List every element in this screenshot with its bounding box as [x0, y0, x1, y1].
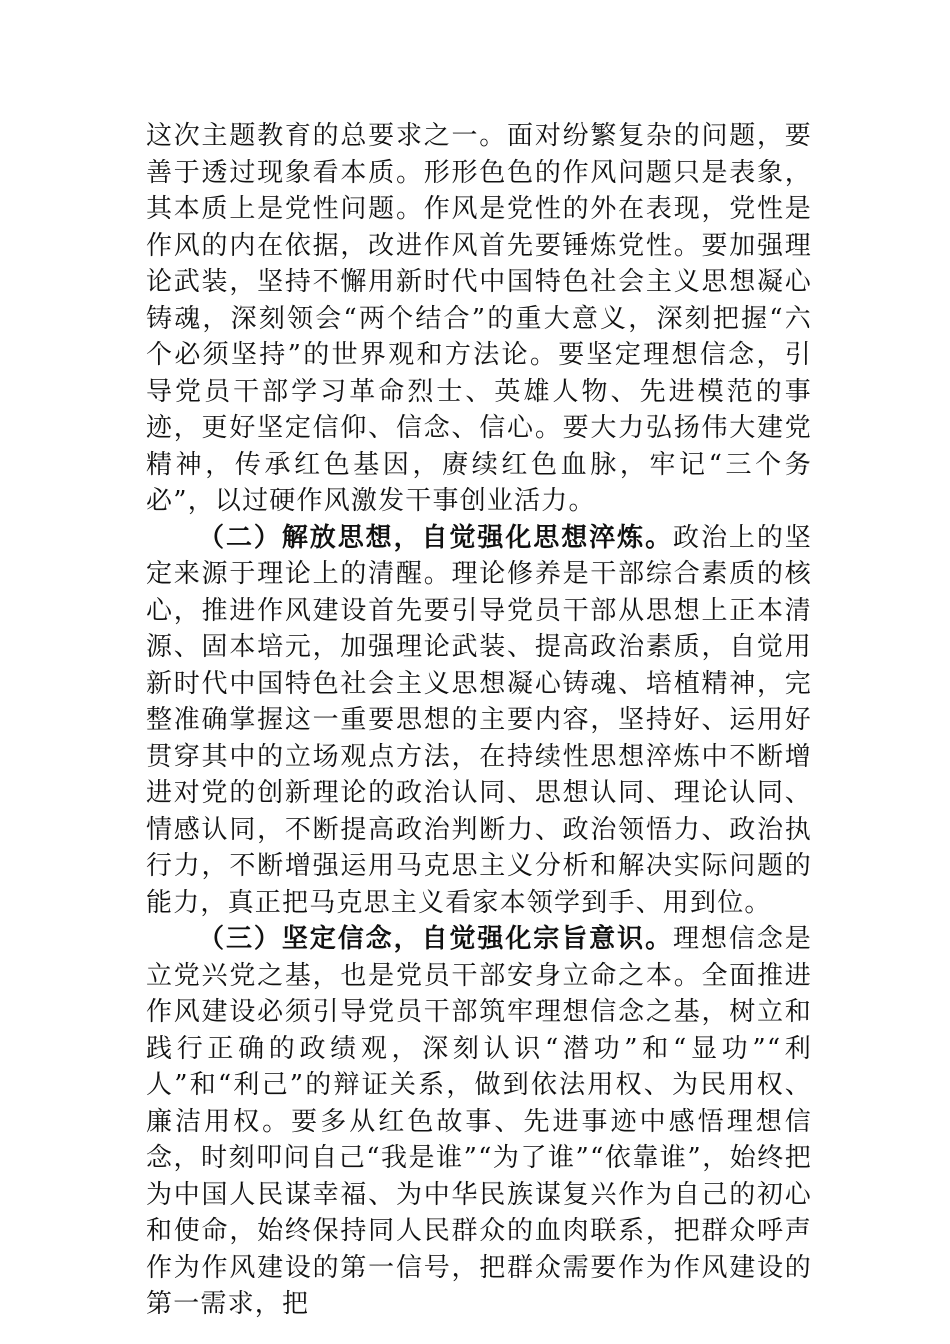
section-heading-2: （二）解放思想，自觉强化思想淬炼。 — [198, 522, 674, 553]
paragraph-continuation — [146, 118, 812, 520]
document-page — [146, 118, 812, 1323]
paragraph-text: 政治上的坚定来源于理论上的清醒。理论修养是干部综合素质的核心，推进作风建设首先要引导党员干部从思想上正本清源、固本培元，加强理论武装、提高政治素质，自觉用新时代中国特色社会主义思想凝心铸魂、培植精神，完整准确掌握这一重要思想的主要内容，坚持好、运用好贯穿其中的立场观点方法，在持续性思想淬炼中不断增进对党的创新理论的政治认同、思想认同、理论认同、情感认同，不断提高政治判断力、政治领悟力、政治执行力，不断增强运用马克思主义分析和解决实际问题的能力，真正把马克思主义看家本领学到手、用到位。 — [146, 522, 812, 918]
paragraph-text: 理想信念是立党兴党之基，也是党员干部安身立命之本。全面推进作风建设必须引导党员干部筑牢理想信念之基，树立和践行正确的政绩观，深刻认识“潜功”和“显功”“利人”和“利己”的辩证关系，做到依法用权、为民用权、廉洁用权。要多从红色故事、先进事迹中感悟理想信念，时刻叩问自己“我是谁”“为了谁”“依靠谁”，始终把为中国人民谋幸福、为中华民族谋复兴作为自己的初心和使命，始终保持同人民群众的血肉联系，把群众呼声作为作风建设的第一信号，把群众需要作为作风建设的第一需求，把 — [146, 924, 812, 1319]
paragraph-section-2 — [146, 520, 812, 922]
section-heading-3: （三）坚定信念，自觉强化宗旨意识。 — [198, 924, 674, 954]
paragraph-text: 这次主题教育的总要求之一。面对纷繁复杂的问题，要善于透过现象看本质。形形色色的作风问题只是表象，其本质上是党性问题。作风是党性的外在表现，党性是作风的内在依据，改进作风首先要锤炼党性。要加强理论武装，坚持不懈用新时代中国特色社会主义思想凝心铸魂，深刻领会“两个结合”的重大意义，深刻把握“六个必须坚持”的世界观和方法论。要坚定理想信念，引导党员干部学习革命烈士、英雄人物、先进模范的事迹，更好坚定信仰、信念、信心。要大力弘扬伟大建党精神，传承红色基因，赓续红色血脉，牢记“三个务必”，以过硬作风激发干事创业活力。 — [146, 121, 812, 516]
paragraph-section-3 — [146, 921, 812, 1323]
